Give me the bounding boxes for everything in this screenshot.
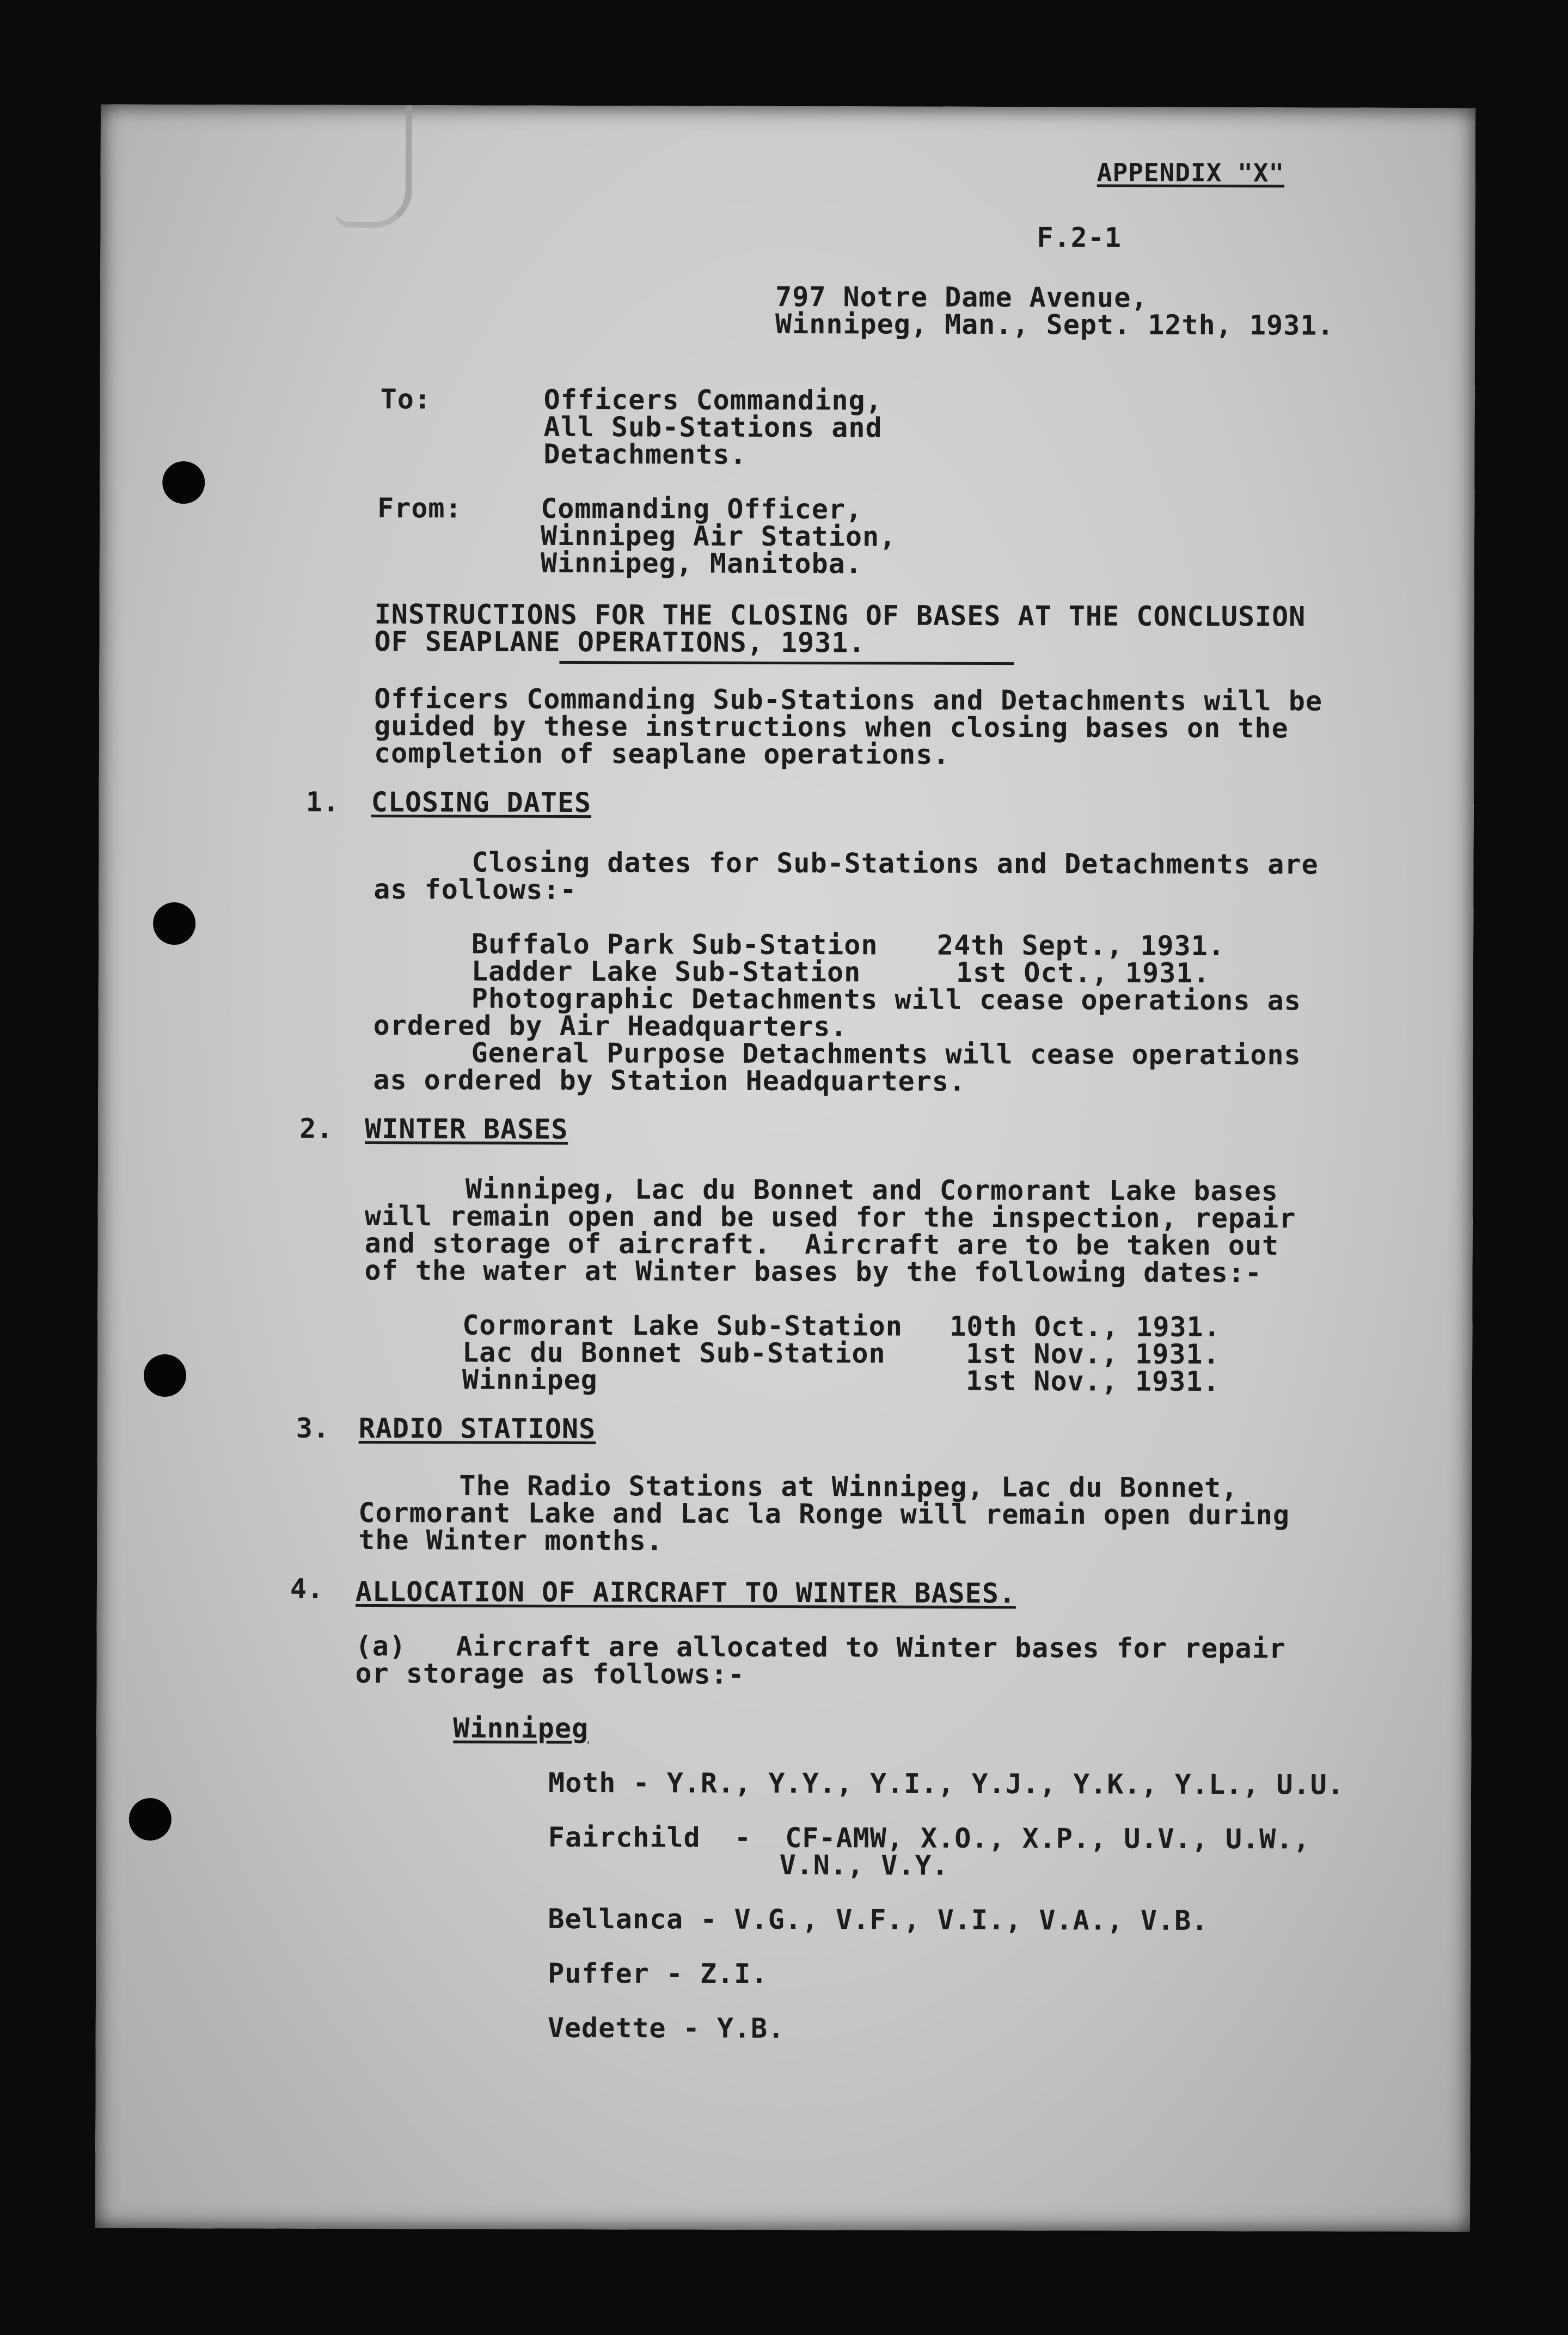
aircraft-line: V.N., V.Y. [779, 1849, 949, 1881]
winter-row-date: 10th Oct., 1931. [950, 1310, 1221, 1343]
section-number: 1. [305, 786, 340, 818]
winter-row-name: Cormorant Lake Sub-Station [462, 1309, 903, 1342]
section-para-line: will remain open and be used for the inspection, repair [364, 1200, 1296, 1234]
section-heading: ALLOCATION OF AIRCRAFT TO WINTER BASES. [355, 1575, 1016, 1610]
to-line: Officers Commanding, [543, 383, 883, 417]
aircraft-line: Vedette - Y.B. [547, 2012, 785, 2045]
address-line-1: 797 Notre Dame Avenue, [775, 280, 1148, 314]
section-para-line: the Winter months. [358, 1524, 664, 1557]
aircraft-line: Bellanca - V.G., V.F., V.I., V.A., V.B. [548, 1903, 1209, 1937]
section-para-line: as follows:- [373, 873, 577, 906]
section-para-line: of the water at Winter bases by the following dates:- [364, 1254, 1263, 1289]
subsection-label: (a) [355, 1630, 407, 1662]
paper-clip-icon [335, 105, 413, 228]
intro-line: guided by these instructions when closing bases on the [374, 710, 1289, 744]
section-para-line: and storage of aircraft. Aircraft are to be taken out [364, 1227, 1279, 1262]
punch-hole-icon [153, 902, 195, 945]
punch-hole-icon [129, 1798, 171, 1841]
punch-hole-icon [162, 461, 205, 504]
section-note-line: as ordered by Station Headquarters. [373, 1064, 966, 1097]
from-line: Winnipeg Air Station, [540, 519, 897, 553]
section-para-line: Winnipeg, Lac du Bonnet and Cormorant Lake bases [465, 1173, 1278, 1207]
winter-row-date: 1st Nov., 1931. [966, 1337, 1220, 1371]
punch-hole-icon [144, 1354, 186, 1397]
section-heading: CLOSING DATES [371, 786, 592, 819]
section-para-line: The Radio Stations at Winnipeg, Lac du Bonnet, [459, 1470, 1239, 1504]
section-number: 3. [296, 1412, 330, 1444]
section-para-line: Aircraft are allocated to Winter bases for repair [456, 1630, 1286, 1665]
closing-row-date: 24th Sept., 1931. [936, 929, 1225, 962]
intro-line: completion of seaplane operations. [373, 737, 950, 771]
from-line: Commanding Officer, [541, 492, 863, 525]
document-title-line-1: INSTRUCTIONS FOR THE CLOSING OF BASES AT THE CONCLUSION [374, 598, 1306, 633]
winter-row-name: Lac du Bonnet Sub-Station [462, 1336, 886, 1370]
closing-row-date: 1st Oct., 1931. [955, 956, 1210, 989]
section-para-line: Cormorant Lake and Lac la Ronge will remain open during [358, 1496, 1290, 1531]
winter-row-name: Winnipeg [462, 1364, 598, 1396]
section-note-line: General Purpose Detachments will cease operations [471, 1037, 1301, 1071]
section-note-line: Photographic Detachments will cease operations as [471, 982, 1301, 1017]
file-reference: F.2-1 [1037, 222, 1122, 254]
to-line: All Sub-Stations and [543, 411, 883, 444]
intro-line: Officers Commanding Sub-Stations and Detachments will be [374, 683, 1323, 717]
document-page [95, 105, 1475, 2232]
to-label: To: [380, 383, 432, 415]
section-note-line: ordered by Air Headquarters. [373, 1010, 848, 1043]
closing-row-name: Ladder Lake Sub-Station [471, 955, 861, 988]
section-number: 2. [299, 1113, 334, 1145]
section-para-line: or storage as follows:- [355, 1657, 745, 1690]
title-underline [559, 661, 1014, 665]
base-heading: Winnipeg [453, 1712, 589, 1745]
closing-row-name: Buffalo Park Sub-Station [471, 928, 878, 961]
to-line: Detachments. [543, 438, 747, 470]
aircraft-line: Puffer - Z.I. [548, 1957, 768, 1990]
address-line-2: Winnipeg, Man., Sept. 12th, 1931. [775, 308, 1334, 341]
from-line: Winnipeg, Manitoba. [540, 547, 862, 580]
section-number: 4. [290, 1573, 324, 1605]
winter-row-date: 1st Nov., 1931. [965, 1365, 1220, 1398]
section-para-line: Closing dates for Sub-Stations and Detachments are [471, 846, 1319, 881]
section-heading: RADIO STATIONS [358, 1412, 596, 1445]
section-heading: WINTER BASES [365, 1113, 568, 1145]
document-title-line-2: OF SEAPLANE OPERATIONS, 1931. [374, 626, 866, 659]
aircraft-line: Moth - Y.R., Y.Y., Y.I., Y.J., Y.K., Y.L., U.U. [548, 1766, 1344, 1801]
aircraft-line: Fairchild - CF-AMW, X.O., X.P., U.V., U.W., [548, 1821, 1310, 1855]
appendix-label: APPENDIX "X" [1097, 157, 1285, 188]
from-label: From: [377, 492, 462, 524]
